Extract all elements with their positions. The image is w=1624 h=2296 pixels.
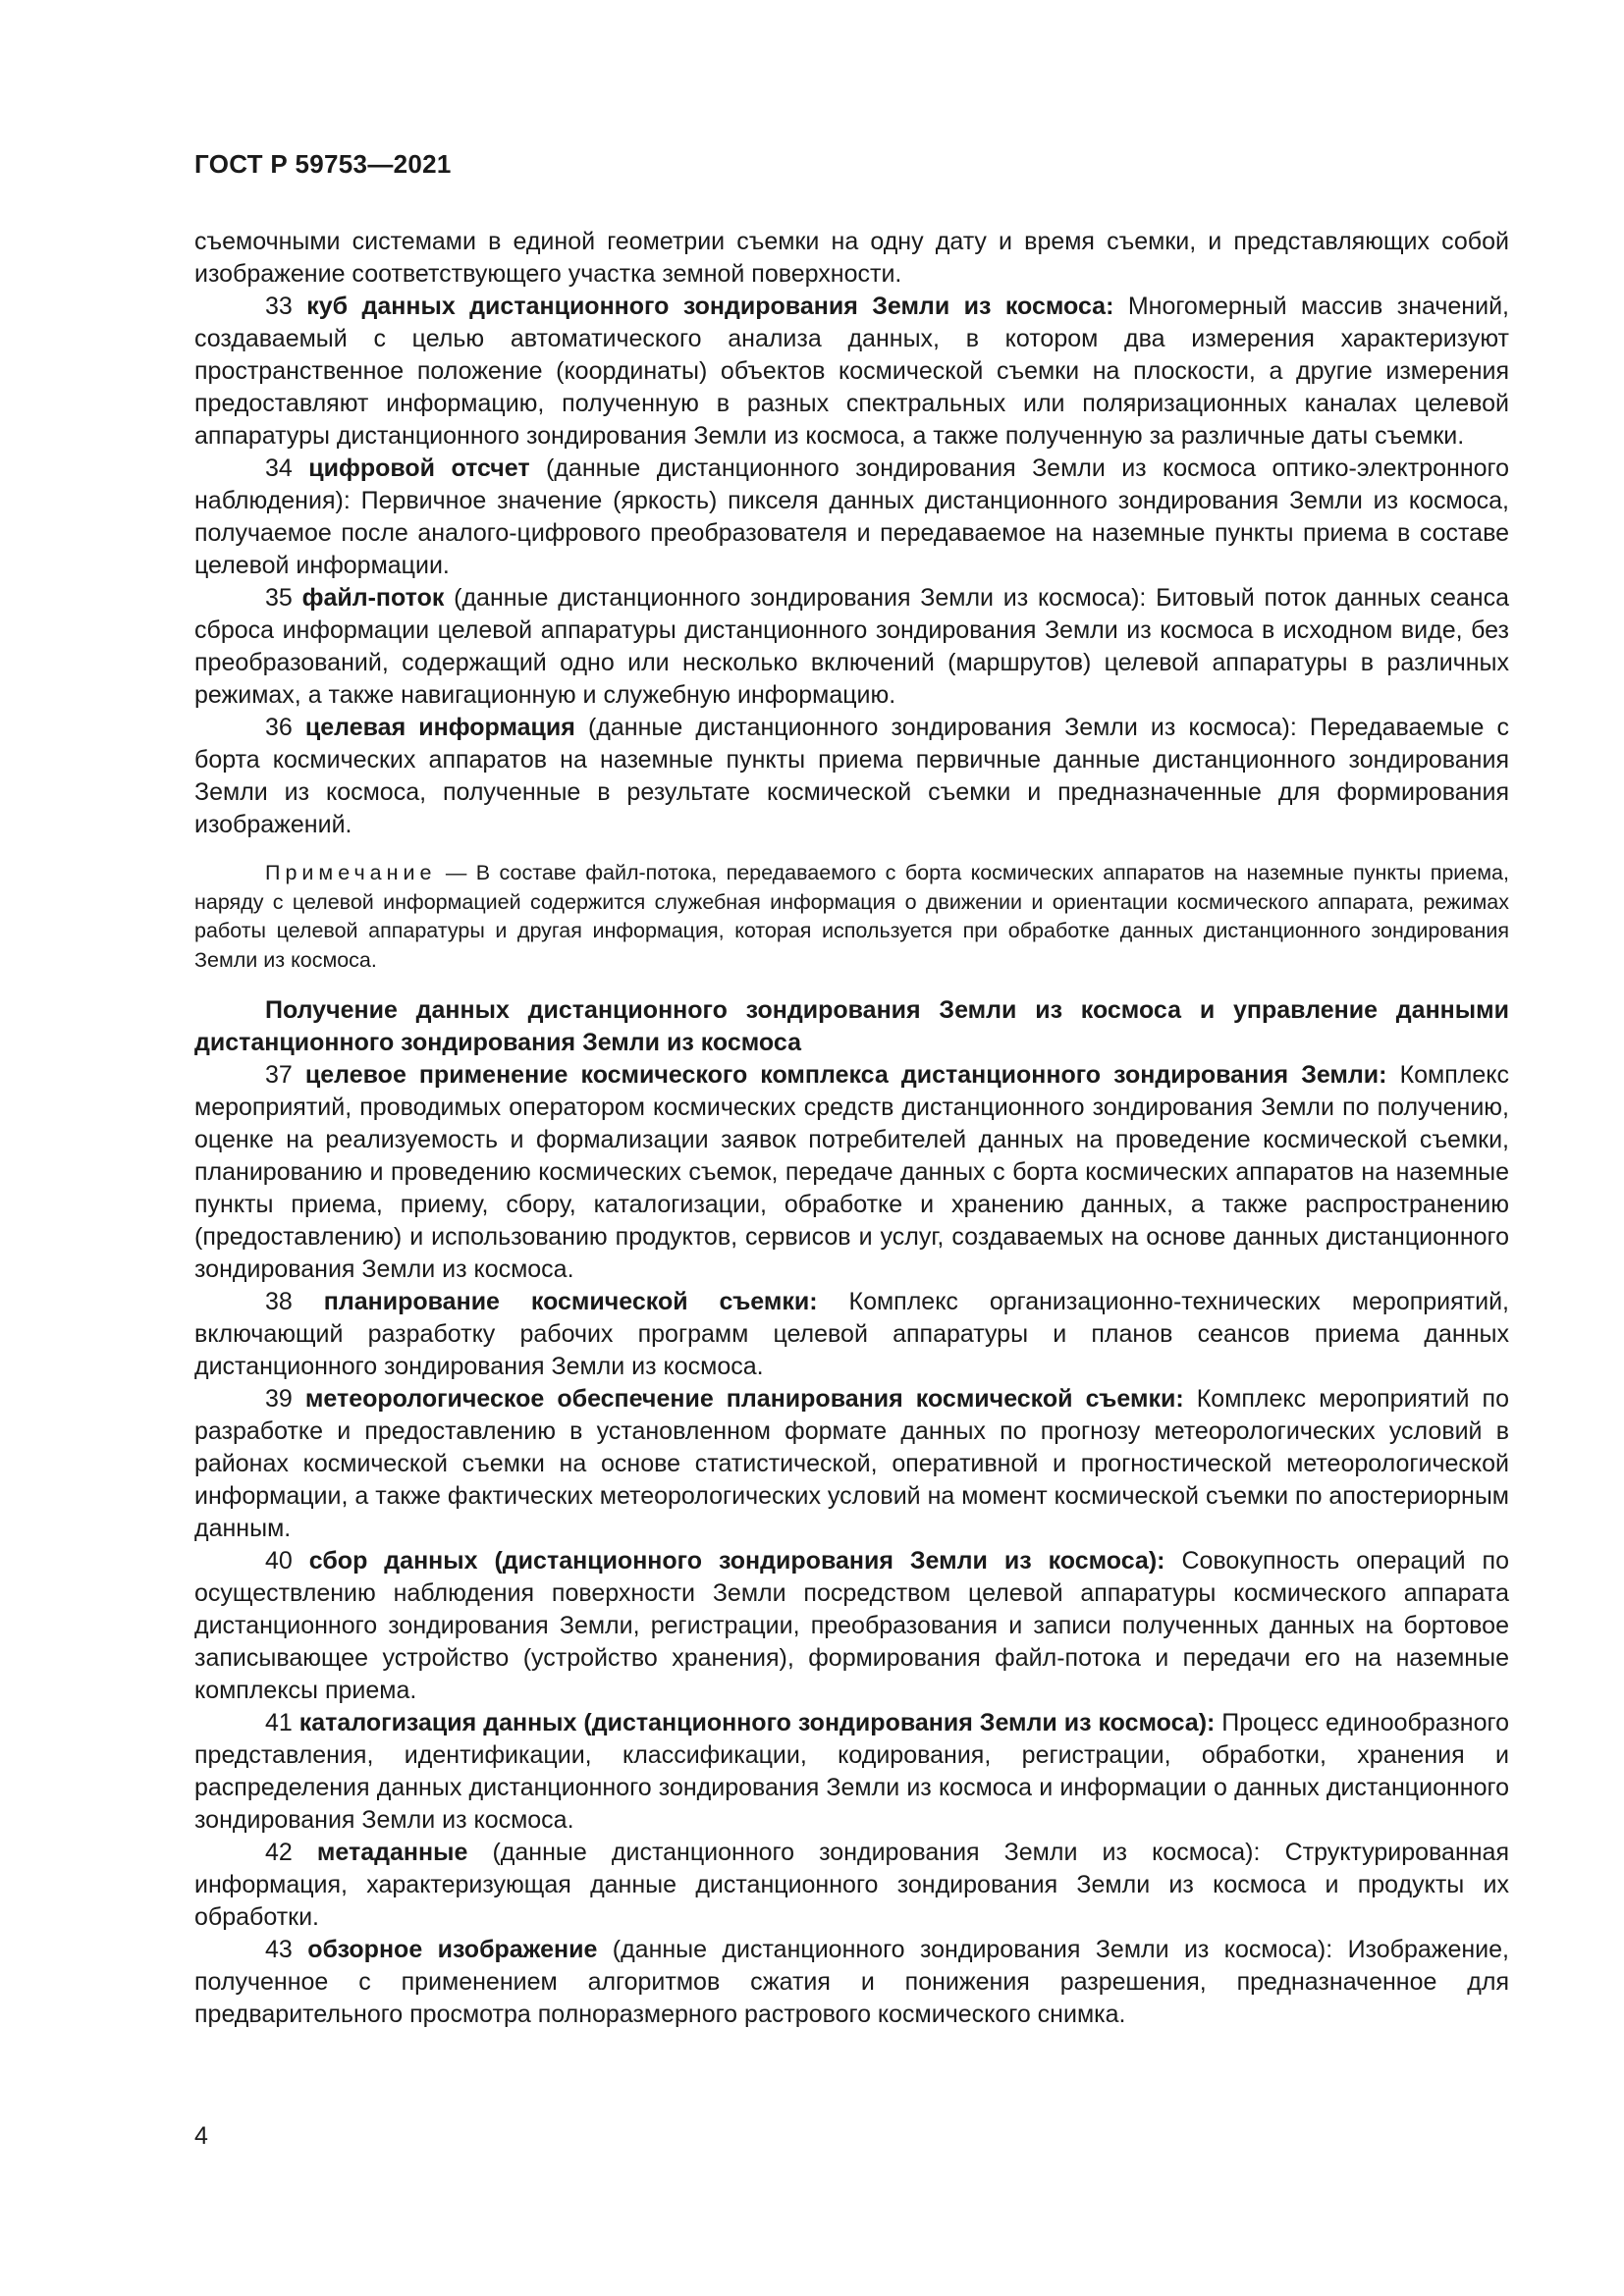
term-title: каталогизация данных (дистанционного зондирования Земли из космоса): [298, 1709, 1216, 1736]
section-title: Получение данных дистанционного зондирования Земли из космоса и управление данными дистанционного зондирования Земли из космоса [194, 996, 1509, 1056]
term-entry-40: 40 сбор данных (дистанционного зондирования Земли из космоса): Совокупность операций по осуществлению наблюдения поверхности Земли посредством целевой аппаратуры космического аппарата дистанционного зондирования Земли, регистрации, преобразования и записи полученных данных на бортовое записывающее устройство (устройство хранения), формирования файл-потока и передачи его на наземные комплексы приема. [194, 1547, 1510, 1704]
term-definition: Совокупность операций по осуществлению наблюдения поверхности Земли посредством целевой аппаратуры космического аппарата дистанционного зондирования Земли, регистрации, преобразования и записи полученных данных на бортовое записывающее устройство (устройство хранения), формирования файл-потока и передачи его на наземные комплексы приема. [194, 1547, 1510, 1704]
term-entry-41: 41 каталогизация данных (дистанционного зондирования Земли из космоса): Процесс единообразного представления, идентификации, классификации, кодирования, регистрации, обработки, хранения и распределения данных дистанционного зондирования Земли из космоса и информации о данных дистанционного зондирования Земли из космоса. [194, 1709, 1509, 1834]
term-title: метеорологическое обеспечение планирования космической съемки: [304, 1385, 1184, 1413]
term-definition: (данные дистанционного зондирования Земли из космоса): Битовый поток данных сеанса сброса информации целевой аппаратуры дистанционного зондирования Земли из космоса в исходном виде, без преобразований, содержащий одно или несколько включений (маршрутов) целевой аппаратуры в различных режимах, а также навигационную и служебную информацию. [194, 584, 1510, 709]
term-title: планирование космической съемки: [323, 1288, 818, 1315]
term-definition: Комплекс мероприятий по разработке и предоставлению в установленном формате данных по прогнозу метеорологических условий в районах космической съемки на основе статистической, оперативной и прогностической метеорологической информации, а также фактических метеорологических условий на момент космической съемки по апостериорным данным. [194, 1385, 1509, 1542]
terms-group-2 [194, 1059, 1509, 2031]
term-entry-42: 42 метаданные (данные дистанционного зондирования Земли из космоса): Структурированная информация, характеризующая данные дистанционного зондирования Земли из космоса и продукты их обработки. [194, 1839, 1509, 1931]
note-label: Примечание [265, 861, 437, 884]
term-title: сбор данных (дистанционного зондирования Земли из космоса): [308, 1547, 1165, 1575]
term-title: файл-поток [301, 584, 445, 612]
terms-group-1 [194, 291, 1509, 841]
term-definition: Многомерный массив значений, создаваемый с целью автоматического анализа данных, в котором два измерения характеризуют пространственное положение (координаты) объектов космической съемки на плоскости, а другие измерения предоставляют информацию, полученную в разных спектральных или поляризационных каналах целевой аппаратуры дистанционного зондирования Земли из космоса, а также полученную за различные даты съемки. [194, 293, 1509, 450]
term-entry-39: 39 метеорологическое обеспечение планирования космической съемки: Комплекс мероприятий по разработке и предоставлению в установленном формате данных по прогнозу метеорологических условий в районах космической съемки на основе статистической, оперативной и прогностической метеорологической информации, а также фактических метеорологических условий на момент космической съемки по апостериорным данным. [194, 1385, 1509, 1542]
term-title: метаданные [316, 1839, 468, 1866]
term-definition: Процесс единообразного представления, идентификации, классификации, кодирования, регистрации, обработки, хранения и распределения данных дистанционного зондирования Земли из космоса и информации о данных дистанционного зондирования Земли из космоса. [194, 1709, 1509, 1834]
term-entry-35: 35 файл-поток (данные дистанционного зондирования Земли из космоса): Битовый поток данных сеанса сброса информации целевой аппаратуры дистанционного зондирования Земли из космоса в исходном виде, без преобразований, содержащий одно или несколько включений (маршрутов) целевой аппаратуры в различных режимах, а также навигационную и служебную информацию. [194, 584, 1510, 709]
term-title: обзорное изображение [307, 1936, 598, 1963]
term-title: целевое применение космического комплекса дистанционного зондирования Земли: [304, 1061, 1387, 1089]
term-entry-33: 33 куб данных дистанционного зондирования Земли из космоса: Многомерный массив значений, создаваемый с целью автоматического анализа данных, в котором два измерения характеризуют пространственное положение (координаты) объектов космической съемки на плоскости, а другие измерения предоставляют информацию, полученную в разных спектральных или поляризационных каналах целевой аппаратуры дистанционного зондирования Земли из космоса, а также полученную за различные даты съемки. [194, 293, 1509, 450]
continuation-paragraph: съемочными системами в единой геометрии съемки на одну дату и время съемки, и представляющих собой изображение соответствующего участка земной поверхности. [194, 228, 1509, 288]
term-definition: (данные дистанционного зондирования Земли из космоса оптико-электронного наблюдения): Первичное значение (яркость) пикселя данных дистанционного зондирования Земли из космоса, получаемое после аналого-цифрового преобразователя и передаваемое на наземные пункты приема в составе целевой информации. [194, 454, 1510, 579]
note-paragraph [194, 859, 1509, 975]
note-text: — В составе файл-потока, передаваемого с борта космических аппаратов на наземные пункты приема, наряду с целевой информацией содержится служебная информация о движении и ориентации космического аппарата, режимах работы целевой аппаратуры и другая информация, которая используется при обработке данных дистанционного зондирования Земли из космоса. [194, 861, 1509, 972]
term-entry-38: 38 планирование космической съемки: Комплекс организационно-технических мероприятий, включающий разработку рабочих программ целевой аппаратуры и планов сеансов приема данных дистанционного зондирования Земли из космоса. [194, 1288, 1510, 1380]
term-definition: (данные дистанционного зондирования Земли из космоса): Изображение, полученное с применением алгоритмов сжатия и понижения разрешения, предназначенное для предварительного просмотра полноразмерного растрового космического снимка. [194, 1936, 1510, 2028]
term-definition: (данные дистанционного зондирования Земли из космоса): Структурированная информация, характеризующая данные дистанционного зондирования Земли из космоса и продукты их обработки. [194, 1839, 1509, 1931]
term-definition: (данные дистанционного зондирования Земли из космоса): Передаваемые с борта космических аппаратов на наземные пункты приема первичные данные дистанционного зондирования Земли из космоса, полученные в результате космической съемки и предназначенные для формирования изображений. [194, 714, 1509, 838]
term-entry-43: 43 обзорное изображение (данные дистанционного зондирования Земли из космоса): Изображение, полученное с применением алгоритмов сжатия и понижения разрешения, предназначенное для предварительного просмотра полноразмерного растрового космического снимка. [194, 1936, 1510, 2028]
term-title: куб данных дистанционного зондирования Земли из космоса: [306, 293, 1114, 320]
term-definition: Комплекс мероприятий, проводимых оператором космических средств дистанционного зондирования Земли по получению, оценке на реализуемость и формализации заявок потребителей данных на проведение космической съемки, планированию и проведению космических съемок, передаче данных с борта космических аппаратов на наземные пункты приема, приему, сбору, каталогизации, обработке и хранению данных, а также распространению (предоставлению) и использованию продуктов, сервисов и услуг, создаваемых на основе данных дистанционного зондирования Земли из космоса. [194, 1061, 1509, 1283]
document-header: ГОСТ Р 59753—2021 [194, 149, 452, 179]
term-entry-34: 34 цифровой отсчет (данные дистанционного зондирования Земли из космоса оптико-электронного наблюдения): Первичное значение (яркость) пикселя данных дистанционного зондирования Земли из космоса, получаемое после аналого-цифрового преобразователя и передаваемое на наземные пункты приема в составе целевой информации. [194, 454, 1510, 579]
term-entry-36: 36 целевая информация (данные дистанционного зондирования Земли из космоса): Передаваемые с борта космических аппаратов на наземные пункты приема первичные данные дистанционного зондирования Земли из космоса, полученные в результате космической съемки и предназначенные для формирования изображений. [194, 714, 1509, 838]
term-definition: Комплекс организационно-технических мероприятий, включающий разработку рабочих программ целевой аппаратуры и планов сеансов приема данных дистанционного зондирования Земли из космоса. [194, 1288, 1510, 1380]
page-number: 4 [194, 2122, 208, 2150]
document-body [194, 226, 1509, 2031]
term-title: целевая информация [304, 714, 575, 741]
term-title: цифровой отсчет [308, 454, 530, 482]
term-entry-37: 37 целевое применение космического комплекса дистанционного зондирования Земли: Комплекс мероприятий, проводимых оператором космических средств дистанционного зондирования Земли по получению, оценке на реализуемость и формализации заявок потребителей данных на проведение космической съемки, планированию и проведению космических съемок, передаче данных с борта космических аппаратов на наземные пункты приема, приему, сбору, каталогизации, обработке и хранению данных, а также распространению (предоставлению) и использованию продуктов, сервисов и услуг, создаваемых на основе данных дистанционного зондирования Земли из космоса. [194, 1061, 1509, 1283]
